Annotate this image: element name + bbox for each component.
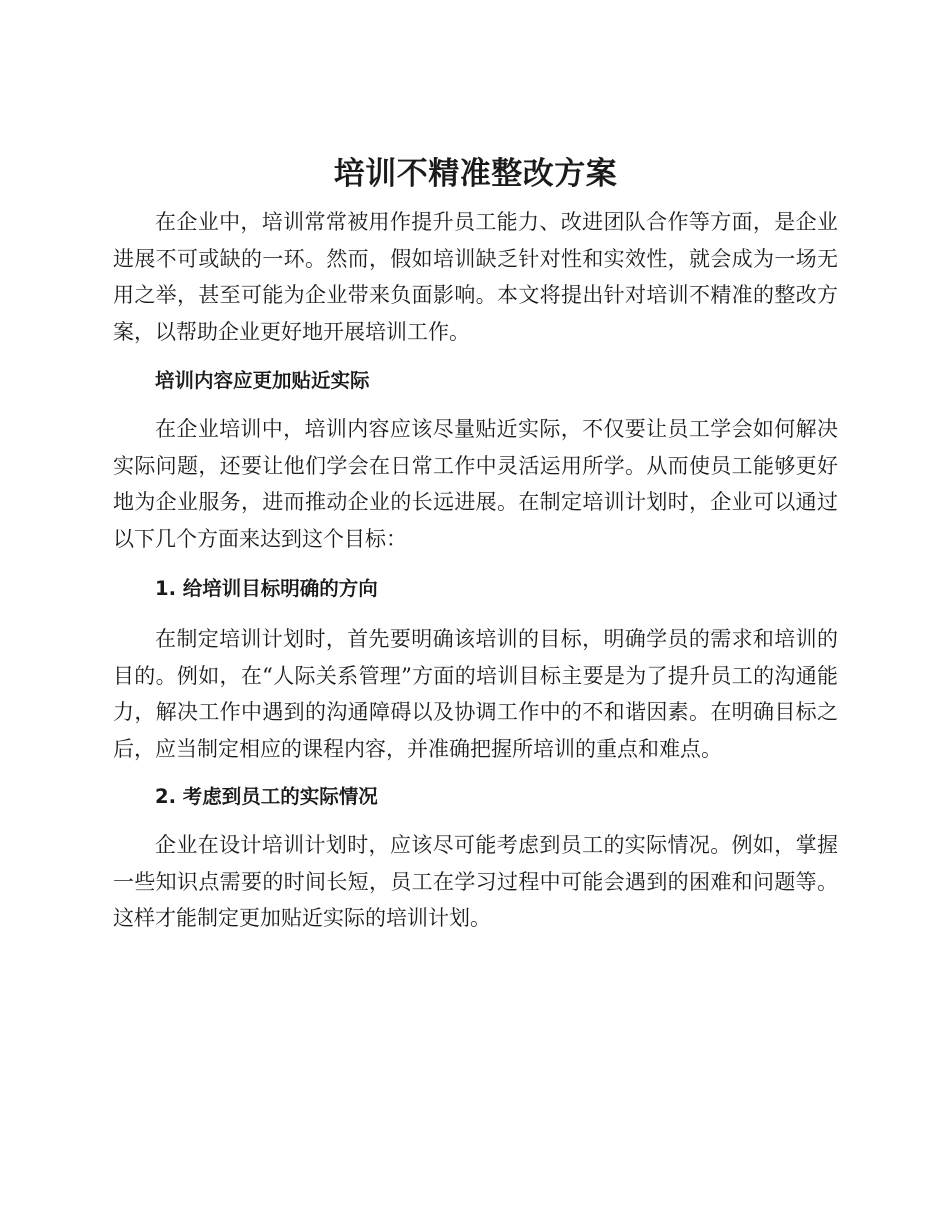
intro-paragraph: 在企业中，培训常常被用作提升员工能力、改进团队合作等方面，是企业进展不可或缺的一环。然而，假如培训缺乏针对性和实效性，就会成为一场无用之举，甚至可能为企业带来负面影响。本文将提出针对培训不精准的整改方案，以帮助企业更好地开展培训工作。 — [113, 210, 838, 344]
section-paragraph-practical-content: 在企业培训中，培训内容应该尽量贴近实际，不仅要让员工学会如何解决实际问题，还要让他们学会在日常工作中灵活运用所学。从而使员工能够更好地为企业服务，进而推动企业的长远进展。在制定培训计划时，企业可以通过以下几个方面来达到这个目标： — [113, 417, 838, 551]
point-heading-clear-goals: 1. 给培训目标明确的方向 — [155, 577, 378, 600]
section-heading-practical-content: 培训内容应更加贴近实际 — [155, 369, 370, 392]
document-title: 培训不精准整改方案 — [333, 156, 618, 192]
point-heading-employee-situation: 2. 考虑到员工的实际情况 — [155, 785, 378, 808]
point-paragraph-employee-situation: 企业在设计培训计划时，应该尽可能考虑到员工的实际情况。例如，掌握一些知识点需要的时间长短，员工在学习过程中可能会遇到的困难和问题等。这样才能制定更加贴近实际的培训计划。 — [113, 833, 838, 930]
point-paragraph-clear-goals: 在制定培训计划时，首先要明确该培训的目标，明确学员的需求和培训的目的。例如，在“人际关系管理”方面的培训目标主要是为了提升员工的沟通能力，解决工作中遇到的沟通障碍以及协调工作中的不和谐因素。在明确目标之后，应当制定相应的课程内容，并准确把握所培训的重点和难点。 — [113, 627, 838, 761]
